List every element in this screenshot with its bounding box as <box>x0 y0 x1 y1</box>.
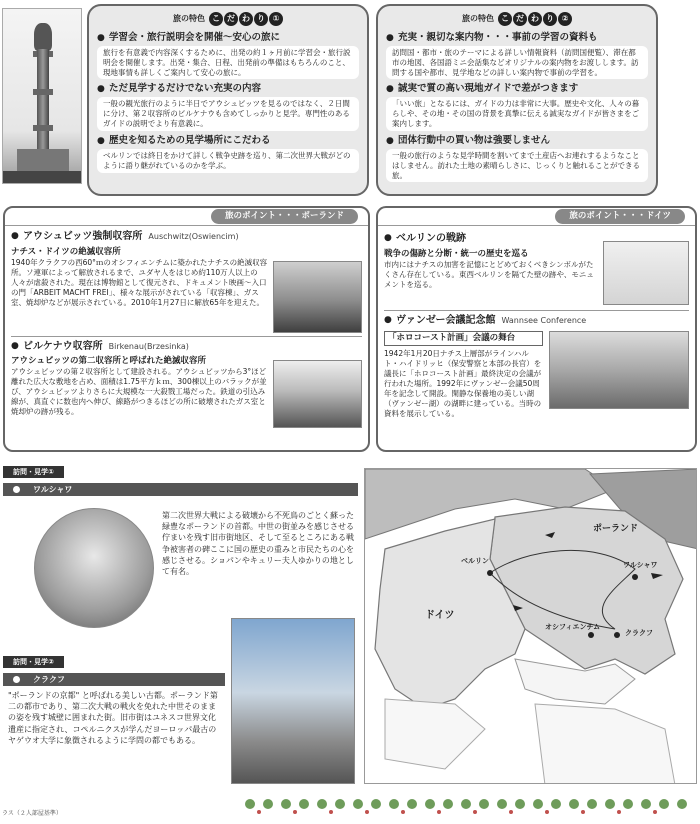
site-subtitle: アウシュビッツの第二収容所と呼ばれた絶滅収容所 <box>11 356 206 366</box>
site-title: ● ベルリンの戦跡 <box>384 232 689 246</box>
feature-item-body: 訪問国・都市・旅のテーマによる詳しい情報資料（訪問国便覧）、滞在都市の地図、各国語ミニ会話集などオリジナルの案内物をお渡しします。訪問する国や都市、見学地などの詳しい案内物で事前の学習を。 <box>386 46 648 80</box>
map-svg <box>365 469 697 784</box>
feature-item-title: ● 学習会・旅行説明会を開催～安心の旅に <box>97 32 359 45</box>
wannsee-villa-photo <box>549 331 689 409</box>
visit-tag: 訪問・見学② <box>3 656 64 668</box>
feature-item-body: 一般の観光旅行のように半日でアウシュビッツを見るのではなく、２日間に分け、第２収容所のビルケナウも含めてしっかりと見学。専門性のあるガイドの説明でより有意義に。 <box>97 97 359 131</box>
city-bar: クラクフ <box>3 673 225 686</box>
feature-box-1 <box>87 4 369 196</box>
map-label-poland: ポーランド <box>593 524 639 534</box>
feature-item-title: ● 充実・親切な案内物・・・事前の学習の資料も <box>386 32 648 45</box>
victory-column-photo <box>2 8 82 184</box>
map-label-oswiecim: オシフィエンチム <box>545 623 601 631</box>
visit-krakow-section <box>3 656 225 686</box>
poland-point-box <box>3 206 370 452</box>
auschwitz-photo <box>273 261 362 333</box>
map-label-warsaw: ワルシャワ <box>623 561 658 569</box>
feature-item-title: ● 団体行動中の買い物は強要しません <box>386 135 648 148</box>
site-subtitle: 「ホロコースト計画」会議の舞台 <box>384 331 543 346</box>
feature-header <box>97 10 359 28</box>
site-subtitle: 戦争の傷跡と分断・統一の歴史を巡る <box>384 248 529 259</box>
krakow-gate-photo <box>231 618 355 784</box>
visit-body: "ポーランドの京都" と呼ばれる美しい古都。ポーランド第二の都市であり、第二次大戦の戦火を免れた中世そのままの姿を残す城壁に囲まれた街。旧市街はユネスコ世界文化遺産に指定され、コペルニクスが学んだヨーロッパ最古のヤゲウオ大学に象徴されるように学問の都でもある。 <box>8 691 218 745</box>
feature-label: 旅の特色 <box>173 13 205 23</box>
feature-item-title: ● 誠実で質の高い現地ガイドで差がつきます <box>386 83 648 96</box>
feature-item-body: 旅行を有意義で内容深くするために、出発の約１ヶ月前に学習会・旅行説明会を開催します。出発・集合、日程、出発前の準備はもちろんのこと、現地事情も詳しくご案内して安心の旅に。 <box>97 46 359 80</box>
site-title: ● ヴァンゼー会議記念館 Wannsee Conference <box>384 314 689 328</box>
feature-item-body: 「いい旅」となるには、ガイドの力は非常に大事。歴史や文化、人々の暮らしや、その地・その国の背景を真摯に伝える誠実なガイドが皆さまをご案内します。 <box>386 97 648 131</box>
point-tab: 旅のポイント・・・ドイツ <box>555 209 685 224</box>
kodawari-badge: こ だ わ り ① <box>209 12 283 26</box>
feature-header <box>386 10 648 28</box>
warsaw-oldtown-photo <box>34 508 154 628</box>
city-bar: ワルシャワ <box>3 483 358 496</box>
site-title: ● アウシュビッツ強制収容所 Auschwitz(Oswiencim) <box>11 230 362 244</box>
route-map <box>364 468 697 784</box>
feature-item-body: 一般の旅行のような見学時間を割いてまで土産店へお連れするようなことはしません。訪れた土地の素晴らしさに、じっくりと触れることができる旅。 <box>386 149 648 183</box>
point-tab: 旅のポイント・・・ポーランド <box>211 209 358 224</box>
map-label-krakow: クラクフ <box>625 629 653 637</box>
site-title: ● ビルケナウ収容所 Birkenau(Brzesinka) <box>11 340 362 354</box>
feature-item-body: ベルリンでは終日をかけて詳しく戦争史跡を巡り、第二次世界大戦がどのように語り継がれているのかを学ぶ。 <box>97 149 359 173</box>
tree-border-decoration <box>244 796 694 816</box>
site-body: アウシュビッツの第２収容所として建設される。アウシュビッツから3°ほど離れた広大な敷地を占め、面積は1.75平方ｋｍ、300棟以上のバラックが並び、アウシュビッツよりさらに大規模な一大殺戮工場だった。鉄道の引込み線が、真直ぐに数也内へ伸び、線路がつきるほどの所に破壊されたガス室と焼却炉の跡が残る。 <box>11 367 267 417</box>
site-body: 1940年クラクフの西60°ｍのオシフィエンチムに築かれたナチスの絶滅収容所。ソ連軍によって解放されるまで、ユダヤ人をはじめ約110万人以上の人々が虐殺された。現在は博物館として復元され、ドキュメント映画～入口の門「ARBEIT MACHT FREI」、様々な展示がされている「収容棟」、ガス室、焼却炉などが展示されている。2010年1月27日に解放65年を迎えた。 <box>11 257 268 307</box>
site-subtitle: ナチス・ドイツの絶滅収容所 <box>11 246 121 257</box>
feature-item-title: ● ただ見学するだけでない充実の内容 <box>97 83 359 96</box>
feature-box-2 <box>376 4 658 196</box>
site-body: 1942年1月20日ナチス上層部がラインハルト・ハイドリッヒ（保安警察と本部の長官）を議長に「ホロコースト計画」最終決定の会議が行われた場所。1992年にヴァンゼー会議50周年を記念して開設。閑静な保養地の美しい湖（ヴァンゼー湖）の湖畔に建っている。当時の資料を展示している。 <box>384 349 542 418</box>
visit-body: 第二次世界大戦による破壊から不死鳥のごとく蘇った緑豊なポーランドの首都。中世の街並みを感じさせる佇まいを残す旧市街地区、そして至るところにある戦争被害者の碑ここに国の歴史の重みと市民たちの心を感じさせる。ショパンやキュリー夫人ゆかりの地として有名。 <box>162 511 354 576</box>
germany-point-box <box>376 206 697 452</box>
berlin-statue-photo <box>603 241 689 305</box>
kodawari-badge: こ だ わ り ② <box>498 12 572 26</box>
feature-label: 旅の特色 <box>462 13 494 23</box>
visit-warsaw-section <box>3 466 358 496</box>
feature-item-title: ● 歴史を知るための見学場所にこだわる <box>97 135 359 148</box>
visit-tag: 訪問・見学① <box>3 466 64 478</box>
site-body: 市内にはナチスの加害を記憶にとどめておくべきシンボルがたくさん存在している。東西ベルリンを隔てた壁の跡や、モニュメントを巡る。 <box>384 259 594 289</box>
footer-note: ラス（２人部屋基準） <box>2 810 62 817</box>
map-label-germany: ドイツ <box>425 610 455 621</box>
birkenau-photo <box>273 360 362 428</box>
map-label-berlin: ベルリン <box>461 557 489 565</box>
